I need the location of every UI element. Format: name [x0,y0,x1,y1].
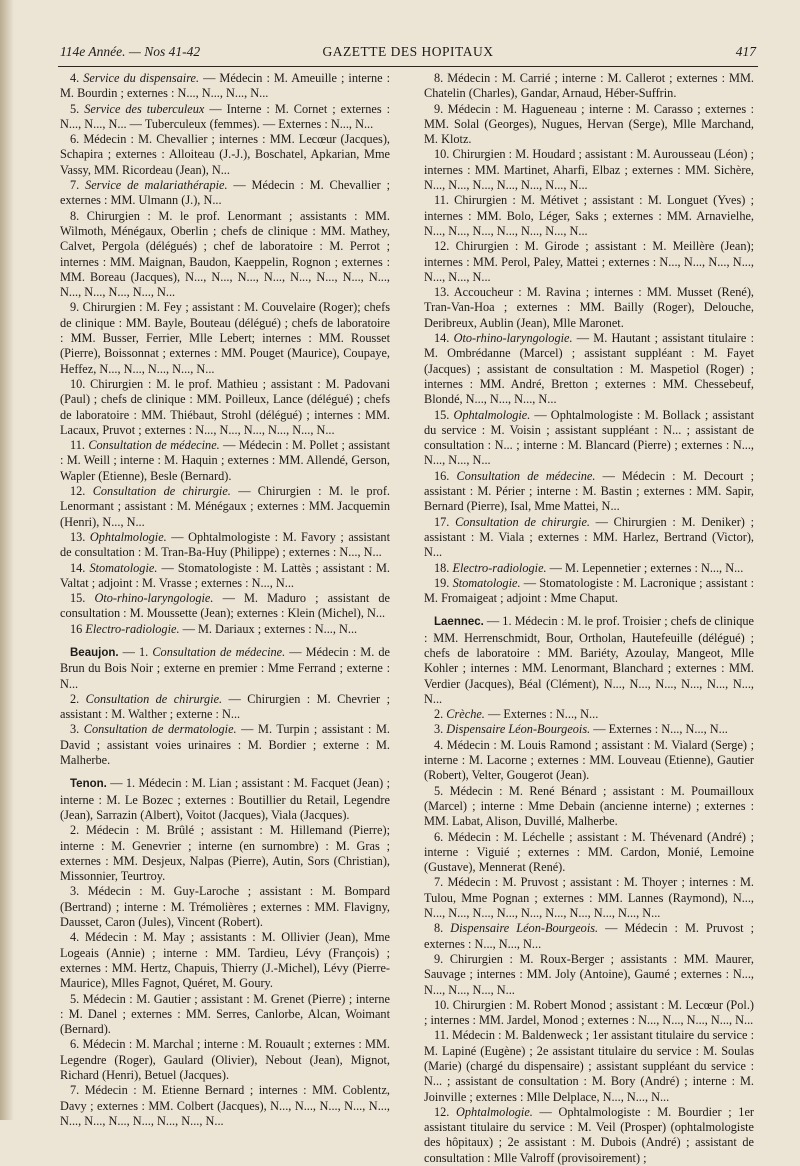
entry-text: — Médecin : M. Pruvost ; externes : N..., N..., N... [424,921,755,951]
entry-text: — Médecin : M. Ameuille ; interne : M. Bourdin ; externes : N..., N..., N..., N... [60,71,391,101]
roster-entry [60,300,390,376]
roster-entry [60,377,390,438]
entry-text: 10. Chirurgien : M. Robert Monod ; assistant : M. Lecœur (Pol.) ; internes : MM. Jardel, Monod ; externes : N..., N..., N..., N..., N... [424,997,754,1028]
roster-entry [60,484,390,530]
entry-text: 2. Médecin : M. Brûlé ; assistant : M. Hillemand (Pierre); interne : M. Genevrier ; interne (en surnombre) : M. Gras ; externes : MM. Desjeux, Nalpas (Pierre), Autin, Sors (Christian), Missonnier, Teurtroy. [60,823,390,884]
entry-number: 14. [70,560,90,575]
service-name: Ophtalmologie. [456,1104,533,1119]
roster-entry [60,530,390,561]
roster-entry [60,823,390,884]
entry-number: 13. [70,529,90,544]
service-name: Service des tuberculeux [84,101,205,116]
service-name: Service du dispensaire. [83,71,200,85]
roster-entry [424,998,754,1029]
entry-number: 4. [70,71,84,85]
roster-entry [424,875,754,921]
service-name: Consultation de chirurgie. [85,691,223,706]
entry-number: 2. [70,691,86,706]
entry-text: — Externes : N..., N..., N... [590,722,728,737]
roster-entry [424,102,754,148]
entry-number: 12. [434,1104,457,1119]
service-name: Electro-radiologie. [452,560,547,575]
roster-entry [60,438,390,484]
roster-entry [60,591,390,622]
service-name: Consultation de médecine. [88,438,220,453]
roster-entry [424,331,754,407]
entry-text: 7. Médecin : M. Etienne Bernard ; internes : MM. Coblentz, Davy ; externes : MM. Colbert (Jacques), N..., N..., N..., N..., N..., N..., N..., N..., N..., N..., N..., N... [60,1083,390,1128]
running-header [60,42,756,64]
roster-entry [424,707,754,722]
entry-text: 5. Médecin : M. René Bénard ; assistant : M. Poumailloux (Marcel) ; interne : Mme Debain (ancienne interne) ; externes : MM. Labat, Alison, Duvillé, Malherbe. [424,783,754,829]
roster-entry [424,71,754,102]
entry-text: — Ophtalmologiste : M. Favory ; assistant de consultation : M. Tran-Ba-Huy (Philippe) ; externes : N..., N... [60,529,390,560]
entry-text: — 1. Médecin : M. le prof. Troisier ; chefs de clinique : MM. Herrenschmidt, Bour, Ortholan, Hautefeuille (délégué) ; chefs de laboratoire : MM. Bariéty, Azoulay, Mangeot, Mlle Kohler ; internes : MM. Lenormant, Blanchard ; externes : MM. Verdier (Jacques), Béal (Clément), N..., N..., N..., N..., N..., N..., N... [424,614,755,706]
service-name: Consultation de chirurgie. [455,514,590,529]
service-name: Oto-rhino-laryngologie. [94,591,214,606]
roster-entry [424,561,754,576]
entry-text: 10. Chirurgien : M. Houdard ; assistant : M. Aurousseau (Léon) ; internes : MM. Martinet, Aharfi, Elbaz ; externes : MM. Sichère, N..., N..., N..., N..., N..., N..., N... [424,147,754,193]
roster-entry [424,921,754,952]
entry-number: 15. [70,591,95,606]
entry-text: — Médecin : M. Pollet ; assistant : M. Weill ; interne : M. Haquin ; externes : MM. Allendé, Gerson, Wapler (Etienne), Besle (Bernard). [60,438,390,483]
entry-text: — Chirurgien : M. Chevrier ; assistant : M. Walther ; externe : N... [60,691,390,722]
entry-number: 16 [70,621,86,636]
roster-entry [60,622,390,637]
roster-entry [424,952,754,998]
entry-text: — M. Turpin ; assistant : M. David ; assistant voies urinaires : M. Bordier ; externe : M. Malherbe. [60,722,391,768]
hospital-name: Tenon. [70,778,107,791]
service-name: Consultation de dermatologie. [83,722,237,737]
roster-entry [424,614,754,707]
entry-text: 11. Chirurgien : M. Métivet ; assistant : M. Longuet (Yves) ; internes : MM. Bolo, Léger, Saks ; externes : MM. Arnavielhe, N..., N..., N..., N..., N..., N..., N... [424,193,754,238]
entry-number: 14. [434,331,454,346]
entry-number: 2. [434,707,447,722]
entry-number: 8. [434,921,451,936]
service-name: Dispensaire Léon-Bourgeois. [446,722,591,737]
entry-text: — Médecin : M. Chevallier ; externes : MM. Ulmann (J.), N... [60,178,391,208]
service-name: Dispensaire Léon-Bourgeois. [450,921,599,936]
entry-text: — Médecin : M. Decourt ; assistant : M. Périer ; interne : M. Bastin ; externes : MM. Sapir, Bernard (Pierre), Isal, Mme Mattei, N... [424,468,754,514]
roster-entry [424,239,754,285]
roster-entry [60,722,390,768]
entry-text: — Stomatologiste : M. Lattès ; assistant : M. Valtat ; adjoint : M. Vrasse ; externes : N..., N... [60,560,390,590]
entry-text: — Chirurgien : M. le prof. Lenormant ; assistant : M. Ménégaux ; externes : MM. Jacquemin (Henri), N..., N... [60,484,390,529]
entry-text: 3. Médecin : M. Guy-Laroche ; assistant : M. Bompard (Bertrand) ; interne : M. Trémolières ; externes : MM. Flavigny, Dausset, Caron (Jules), Vincent (Robert). [60,884,390,930]
roster-entry [424,515,754,561]
entry-text: 6. Médecin : M. Léchelle ; assistant : M. Thévenard (André) ; interne : Viguié ; externes : MM. Cardon, Monié, Lemoine (Gustave), Mennerat (René). [424,829,754,875]
right-column [424,71,755,1165]
hospital-name: Beaujon. [70,646,119,659]
entry-text: — Ophtalmologiste : M. Bourdier ; 1er assistant titulaire du service : M. Veil (Prosper) (ophtalmologiste des hôpitaux) ; 2e assistant : M. Dubois (André) ; assistant de consultation : Mlle Valroff (provisoirement) ; [424,1104,754,1165]
hospital-name: Laennec. [434,616,484,629]
roster-entry [60,930,390,991]
entry-text: — Stomatologiste : M. Lacronique ; assistant : M. Fromaigeat ; adjoint : Mme Chaput. [424,575,754,606]
entry-number: 17. [434,514,456,529]
entry-text: 4. Médecin : M. Louis Ramond ; assistant : M. Vialard (Serge) ; interne : M. Lacorne ; externes : MM. Louveau (Etienne), Gautier (Robert), Velter, Gougerot (Jean). [424,737,754,783]
entry-text: — 1. Médecin : M. Lian ; assistant : M. Facquet (Jean) ; interne : M. Le Bozec ; externes : Boutillier du Retail, Legendre (Jean), Sarrazin (Albert), Voitot (Jacques), Viala (Jacques). [60,776,390,822]
entry-text: — M. Lepennetier ; externes : N..., N... [546,560,744,575]
entry-text: 11. Médecin : M. Baldenweck ; 1er assistant titulaire du service : M. Lapiné (Eugène) ; 2e assistant titulaire du service : M. Soulas (Marie) (chargé du dispensaire) ; assistant suppléant du service : N... ; assistant de consultation : M. Bory (André) ; interne : M. Joinville ; externes : Mlle Delplace, N..., N..., N... [424,1028,754,1104]
roster-entry [60,645,390,692]
roster-entry [60,884,390,930]
entry-text: — Interne : M. Cornet ; externes : N..., N..., N... — Tuberculeux (femmes). — Externes : N..., N... [60,101,391,131]
service-name: Service de malariathérapie. [85,178,228,193]
service-name: Consultation de médecine. [152,644,286,659]
roster-entry [60,178,390,209]
roster-entry [60,132,390,178]
service-name: Consultation de chirurgie. [92,484,231,499]
entry-number: 16. [434,468,457,483]
roster-entry [424,784,754,830]
entry-text: — M. Maduro ; assistant de consultation : M. Moussette (Jean); externes : Klein (Michel), N... [60,591,390,621]
roster-entry [60,102,390,133]
roster-entry [60,776,390,823]
entry-number: 11. [70,438,89,453]
entry-number: 15. [434,407,454,422]
roster-entry [424,408,754,469]
entry-number: 12. [70,484,93,499]
entry-text: 7. Médecin : M. Pruvost ; assistant : M. Thoyer ; internes : M. Tulou, Mme Pognan ; externes : MM. Lannes (Raymond), N..., N..., N..., N..., N..., N..., N..., N..., N..., N..., N... [424,875,754,921]
entry-text: 9. Médecin : M. Hagueneau ; interne : M. Carasso ; externes : MM. Solal (Georges), Nugues, Hervan (Serge), Mlle Marchand, M. Klotz. [424,101,754,147]
roster-entry [424,147,754,193]
journal-title: GAZETTE DES HOPITAUX [322,44,494,59]
entry-text: 12. Chirurgien : M. Girode ; assistant : M. Meillère (Jean); internes : MM. Perol, Paley, Mattei ; externes : N..., N..., N..., N..., N..., N..., N... [424,239,754,284]
roster-entry [60,561,390,592]
entry-text: 9. Chirurgien : M. Roux-Berger ; assistants : MM. Maurer, Sauvage ; internes : MM. Joly (Antoine), Gaumé ; externes : N..., N..., N..., N..., N... [424,951,754,997]
service-name: Oto-rhino-laryngologie. [453,331,573,346]
service-name: Electro-radiologie. [85,621,180,636]
page-number: 417 [735,44,756,59]
entry-number: 3. [434,722,447,737]
service-name: Consultation de médecine. [456,468,596,483]
entry-text: 8. Chirurgien : M. le prof. Lenormant ; assistants : MM. Wilmoth, Ménégaux, Oberlin ; chefs de clinique : MM. Mathey, Calvet, Pergola (délégués) ; chef de laboratoire : M. Perrot ; internes : MM. Maignan, Baudon, Kaeppelin, Rognon ; externes : MM. Boreau (Jacques), N..., N..., N..., N..., N..., N..., N..., N..., N..., N..., N..., N..., N... [60,208,390,300]
roster-entry [424,576,754,607]
roster-entry [60,209,390,301]
entry-number: 19. [434,575,453,590]
roster-entry [60,1083,390,1129]
service-name: Stomatologie. [89,560,158,575]
roster-entry [424,469,754,515]
roster-entry [60,71,390,102]
issue-number: 114e Année. — Nos 41-42 [60,44,201,59]
service-name: Stomatologie. [452,575,521,590]
roster-entry [60,1037,390,1083]
entry-text: 13. Accoucheur : M. Ravina ; internes : MM. Musset (René), Tran-Van-Hoa ; externes : MM. Bailly (Roger), Delouche, Deribreux, Aublin (Jean), Mlle Maronet. [424,285,754,330]
entry-text: — M. Hautant ; assistant titulaire : M. Ombrédanne (Marcel) ; assistant suppléant : M. Fayet (Jacques) ; assistant de consultation : M. Maspetiol (Roger) ; internes : MM. André, Bretton ; externes : MM. Chessebeuf, Blondé, N..., N..., N..., N... [424,331,754,407]
roster-entry [424,738,754,784]
entry-text: 10. Chirurgien : M. le prof. Mathieu ; assistant : M. Padovani (Paul) ; chefs de clinique : MM. Poilleux, Lance (délégué) ; chefs de laboratoire : MM. Thiébaut, Strohl (délégué) ; internes : MM. Lacaux, Pruvot ; externes : N..., N..., N..., N..., N..., N... [60,376,390,437]
roster-entry [424,722,754,737]
entry-number: 18. [434,560,453,575]
roster-entry [60,692,390,723]
roster-entry [424,1028,754,1104]
entry-text: — M. Dariaux ; externes : N..., N... [179,621,358,636]
entry-number: 5. [70,101,85,116]
entry-text: — Chirurgien : M. Deniker) ; assistant : M. Viala ; externes : MM. Harlez, Bertrand (Victor), N... [424,514,754,560]
entry-text: 4. Médecin : M. May ; assistants : M. Ollivier (Jean), Mme Logeais (Annie) ; interne : MM. Tardieu, Lévy (François) ; externes : MM. Hertz, Chapuis, Thierry (J.-Michel), Lévy (Pierre-Maurice), Mlles Fagnot, Quéret, M. Goury. [60,930,390,991]
entry-number: 7. [70,178,86,193]
roster-entry [424,193,754,239]
page-edge-shadow [0,0,14,1120]
entry-text: — Ophtalmologiste : M. Bollack ; assistant du service : M. Voisin ; assistant suppléant : N... ; assistant de consultation : N... ; interne : M. Blancard (Pierre) ; externes : N..., N..., N..., N... [424,407,754,468]
entry-text: — Médecin : M. de Brun du Bois Noir ; externe en premier : Mme Ferrand ; externe : N... [60,644,390,691]
header-rule [58,66,758,67]
entry-text: 6. Médecin : M. Chevallier ; internes : MM. Lecœur (Jacques), Schapira ; externes : Alloiteau (J.-J.), Boschatel, Apkarian, Mme Vassy, MM. Ricordeau (Jean), N... [60,132,390,177]
entry-text: 5. Médecin : M. Gautier ; assistant : M. Grenet (Pierre) ; interne : M. Danel ; externes : MM. Serres, Canlorbe, Alcan, Woimant (Bernard). [60,991,390,1037]
entry-number: 3. [70,722,84,737]
service-name: Ophtalmologie. [89,529,167,544]
roster-entry [424,830,754,876]
roster-entry [424,285,754,331]
entry-text: 6. Médecin : M. Marchal ; interne : M. Rouault ; externes : MM. Legendre (Roger), Gaulard (Olivier), Nebout (Jean), Mignot, Richard (Henri), Betuel (Jacques). [60,1037,390,1082]
left-column [60,71,391,1128]
entry-number: — 1. [118,644,153,659]
roster-entry [60,992,390,1038]
service-name: Crèche. [446,707,485,722]
roster-entry [424,1105,754,1166]
entry-text: — Externes : N..., N... [484,707,599,722]
service-name: Ophtalmologie. [453,407,531,422]
entry-text: 8. Médecin : M. Carrié ; interne : M. Callerot ; externes : MM. Chatelin (Charles), Gandar, Arnaud, Héber-Suffrin. [424,71,754,101]
entry-text: 9. Chirurgien : M. Fey ; assistant : M. Couvelaire (Roger); chefs de clinique : MM. Bayle, Bouteau (délégué) ; chefs de laboratoire : MM. Busser, Ferrier, Mlle Lebert; internes : MM. Rousset (Pierre), Boissonnat ; externes : MM. Pouget (Maurice), Coupaye, Heffez, N..., N..., N..., N..., N... [60,300,390,376]
